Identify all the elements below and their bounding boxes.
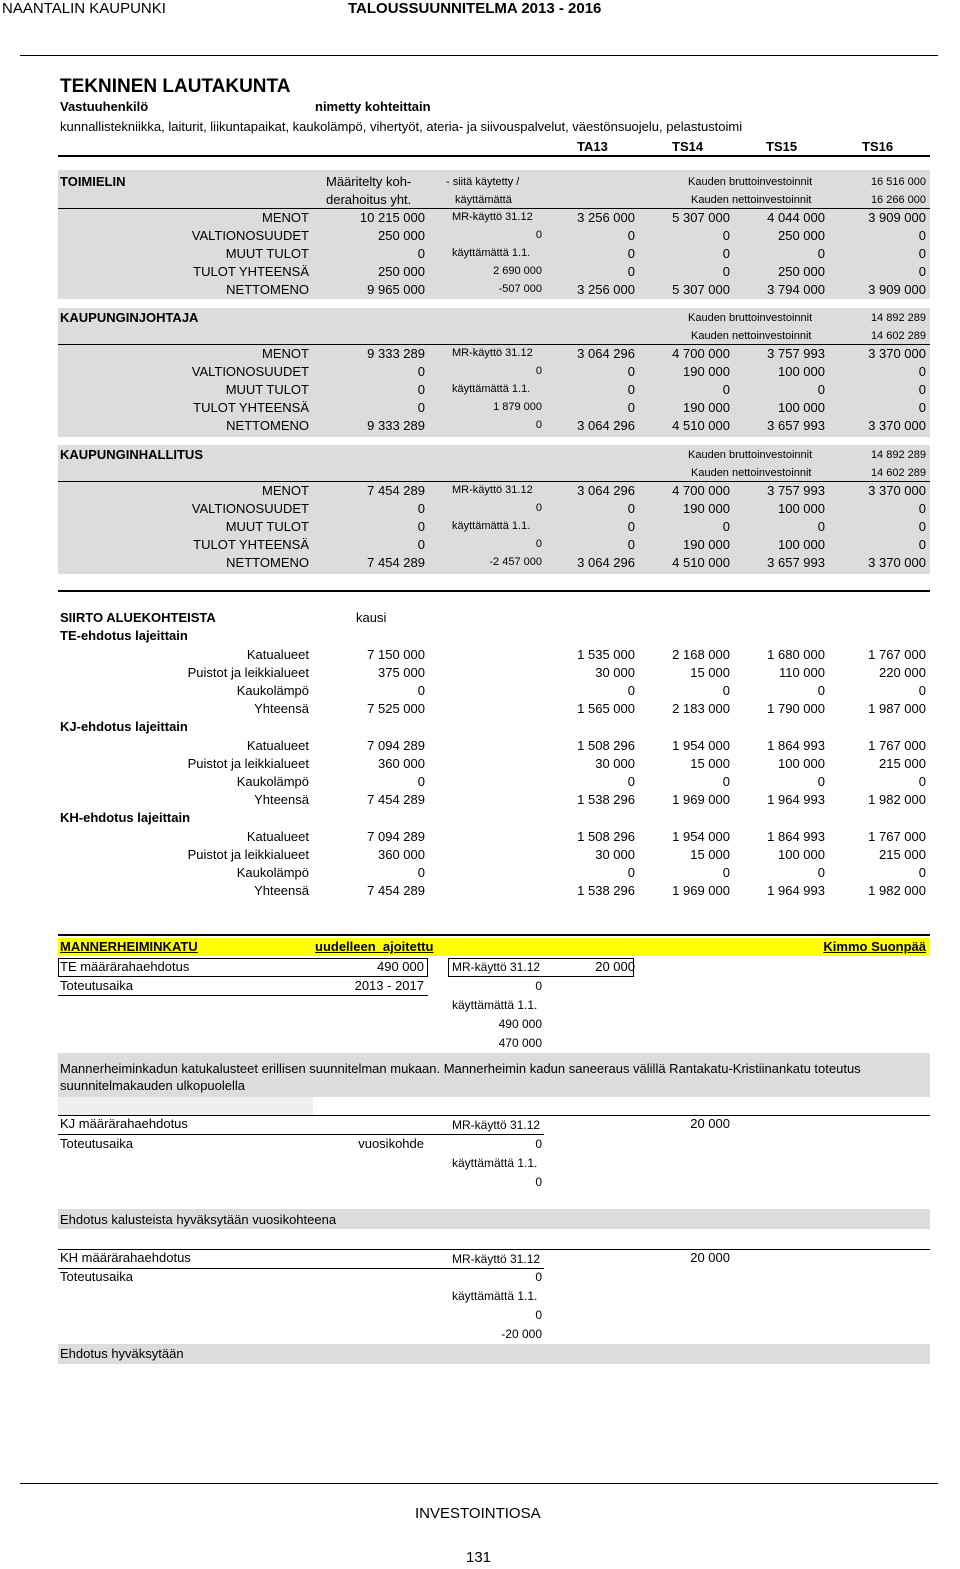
row-value: 5 307 000 (672, 210, 730, 225)
row-value: 4 044 000 (767, 210, 825, 225)
siirto-group-title: KH-ehdotus lajeittain (60, 810, 191, 825)
row-value: 0 (627, 228, 635, 243)
siirto-row-value: 1 954 000 (672, 738, 730, 753)
row-value: 5 307 000 (672, 282, 730, 297)
siirto-row-total: 7 150 000 (367, 647, 425, 662)
siirto-row-value: 1 535 000 (577, 647, 635, 662)
row-value: 3 370 000 (868, 346, 926, 361)
siirto-row-value: 1 954 000 (672, 829, 730, 844)
footer-page-number: 131 (466, 1549, 492, 1566)
te-col-3: 470 000 (498, 1036, 542, 1050)
siirto-row-value: 0 (918, 865, 926, 880)
row-total: 0 (417, 537, 425, 552)
unit-head-b1: - siitä käytetty / (446, 176, 520, 188)
siirto-row-value: 1 538 296 (577, 883, 635, 898)
siirto-row-value: 0 (817, 865, 825, 880)
kh-mr-label: MR-käyttö 31.12 (452, 1252, 541, 1266)
unit-head-rule (58, 481, 930, 482)
siirto-row-value: 0 (722, 774, 730, 789)
siirto-row-value: 30 000 (595, 756, 635, 771)
row-label: NETTOMENO (226, 555, 309, 570)
kh-col-3: -20 000 (501, 1327, 542, 1341)
row-note: käyttämättä 1.1. (452, 247, 531, 259)
kj-mid-rule (58, 1134, 544, 1135)
siirto-row-value: 1 767 000 (868, 647, 926, 662)
row-label: TULOT YHTEENSÄ (193, 537, 309, 552)
siirto-row-value: 1 767 000 (868, 738, 926, 753)
row-label: TULOT YHTEENSÄ (193, 400, 309, 415)
row-value: 0 (627, 519, 635, 534)
row-value: 3 657 993 (767, 555, 825, 570)
row-value: 0 (722, 519, 730, 534)
kj-col-0: 0 (535, 1137, 542, 1151)
row-value: 100 000 (778, 400, 825, 415)
siirto-row-value: 0 (627, 683, 635, 698)
budget-bottom-rule (58, 590, 930, 592)
row-value: 0 (918, 519, 926, 534)
row-value: 3 657 993 (767, 418, 825, 433)
siirto-row-label: Katualueet (246, 829, 309, 844)
unit-head-b2: käyttämättä (455, 194, 512, 206)
scope-text: kunnallistekniikka, laiturit, liikuntapaikat, kaukolämpö, vihertyöt, ateria- ja siivouspalvelut, väestönsuojelu, pelastustoimi (60, 119, 743, 134)
description-tail-strip (58, 1097, 313, 1115)
project-top-rule (58, 934, 930, 936)
row-value: 190 000 (683, 537, 730, 552)
siirto-title: SIIRTO ALUEKOHTEISTA (60, 610, 216, 625)
siirto-row-value: 30 000 (595, 847, 635, 862)
col-header-ts14: TS14 (672, 139, 704, 154)
row-value: 3 064 296 (577, 346, 635, 361)
row-value: 100 000 (778, 364, 825, 379)
siirto-row-value: 1 508 296 (577, 829, 635, 844)
siirto-row-label: Puistot ja leikkialueet (187, 665, 309, 680)
row-note: 0 (535, 502, 542, 514)
kj-col-2: 0 (535, 1175, 542, 1189)
gross-investments-label: Kauden bruttoinvestoinnit (688, 312, 813, 324)
te-mr-label: MR-käyttö 31.12 (452, 960, 541, 974)
row-value: 0 (817, 519, 825, 534)
siirto-row-label: Yhteensä (254, 792, 309, 807)
kj-mr-label: MR-käyttö 31.12 (452, 1118, 541, 1132)
te-col-0: 0 (535, 979, 542, 993)
gross-investments-value: 16 516 000 (870, 176, 926, 188)
row-total: 0 (417, 400, 425, 415)
siirto-row-value: 2 183 000 (672, 701, 730, 716)
siirto-row-value: 30 000 (595, 665, 635, 680)
row-total: 7 454 289 (367, 555, 425, 570)
siirto-row-total: 0 (417, 774, 425, 789)
row-value: 0 (627, 537, 635, 552)
footer-rule (20, 1483, 938, 1484)
kj-note: Ehdotus kalusteista hyväksytään vuosikohteena (60, 1212, 337, 1227)
siirto-row-total: 360 000 (378, 847, 425, 862)
te-label: TE määrärahaehdotus (60, 959, 190, 974)
row-label: MENOT (262, 483, 309, 498)
siirto-row-label: Puistot ja leikkialueet (187, 847, 309, 862)
row-note: 1 879 000 (493, 401, 542, 413)
net-investments-label: Kauden nettoinvestoinnit (691, 467, 812, 479)
row-value: 0 (627, 264, 635, 279)
row-total: 10 215 000 (359, 210, 425, 225)
row-value: 4 700 000 (672, 346, 730, 361)
net-investments-value: 14 602 289 (870, 467, 926, 479)
row-label: MENOT (262, 346, 309, 361)
siirto-row-total: 7 525 000 (367, 701, 425, 716)
siirto-row-value: 1 538 296 (577, 792, 635, 807)
row-value: 0 (918, 246, 926, 261)
row-total: 0 (417, 519, 425, 534)
row-value: 3 256 000 (577, 282, 635, 297)
row-label: MUUT TULOT (225, 519, 309, 534)
gross-investments-value: 14 892 289 (870, 312, 926, 324)
row-value: 3 370 000 (868, 483, 926, 498)
te-col-1: käyttämättä 1.1. (452, 998, 538, 1012)
row-value: 250 000 (778, 264, 825, 279)
unit-head-a2: derahoitus yht. (326, 192, 412, 207)
siirto-row-value: 0 (817, 774, 825, 789)
responsible-value: nimetty kohteittain (315, 99, 431, 114)
row-value: 100 000 (778, 537, 825, 552)
siirto-row-label: Yhteensä (254, 701, 309, 716)
row-value: 3 064 296 (577, 483, 635, 498)
siirto-row-value: 1 680 000 (767, 647, 825, 662)
siirto-row-value: 0 (817, 683, 825, 698)
row-note: -2 457 000 (489, 556, 542, 568)
siirto-row-value: 0 (722, 683, 730, 698)
kh-note-band (58, 1344, 930, 1364)
row-label: VALTIONOSUUDET (191, 228, 309, 243)
kh-col-0: 0 (535, 1270, 542, 1284)
row-label: NETTOMENO (226, 282, 309, 297)
row-value: 0 (627, 400, 635, 415)
siirto-row-value: 0 (627, 774, 635, 789)
row-value: 0 (918, 400, 926, 415)
siirto-row-value: 1 565 000 (577, 701, 635, 716)
kj-time-value: vuosikohde (358, 1136, 424, 1151)
row-total: 9 333 289 (367, 346, 425, 361)
siirto-row-value: 220 000 (879, 665, 926, 680)
row-value: 4 510 000 (672, 555, 730, 570)
row-label: MENOT (262, 210, 309, 225)
row-value: 4 700 000 (672, 483, 730, 498)
row-value: 3 370 000 (868, 418, 926, 433)
siirto-row-value: 0 (627, 865, 635, 880)
row-value: 3 757 993 (767, 483, 825, 498)
siirto-row-label: Puistot ja leikkialueet (187, 756, 309, 771)
kj-col-1: käyttämättä 1.1. (452, 1156, 538, 1170)
row-label: MUUT TULOT (225, 382, 309, 397)
kh-label: KH määrärahaehdotus (60, 1250, 191, 1265)
responsible-label: Vastuuhenkilö (60, 99, 149, 114)
row-total: 250 000 (378, 228, 425, 243)
siirto-row-total: 0 (417, 683, 425, 698)
row-value: 3 064 296 (577, 418, 635, 433)
kh-col-1: käyttämättä 1.1. (452, 1289, 538, 1303)
kj-mr-value: 20 000 (690, 1116, 730, 1131)
unit-name: TOIMIELIN (60, 174, 126, 189)
siirto-row-value: 215 000 (879, 756, 926, 771)
net-investments-label: Kauden nettoinvestoinnit (691, 330, 812, 342)
col-header-rule (58, 155, 930, 157)
row-note: 0 (535, 419, 542, 431)
siirto-row-value: 0 (918, 774, 926, 789)
row-value: 4 510 000 (672, 418, 730, 433)
siirto-row-value: 1 969 000 (672, 883, 730, 898)
siirto-row-value: 1 508 296 (577, 738, 635, 753)
row-value: 190 000 (683, 501, 730, 516)
siirto-row-value: 15 000 (690, 847, 730, 862)
net-investments-value: 14 602 289 (870, 330, 926, 342)
unit-head-rule (58, 344, 930, 345)
header-rule (20, 55, 938, 56)
siirto-row-total: 7 094 289 (367, 738, 425, 753)
row-total: 0 (417, 382, 425, 397)
row-value: 250 000 (778, 228, 825, 243)
row-total: 7 454 289 (367, 483, 425, 498)
row-note: 0 (535, 538, 542, 550)
col-header-ta13: TA13 (577, 139, 608, 154)
te-amount: 490 000 (377, 959, 424, 974)
siirto-row-value: 1 969 000 (672, 792, 730, 807)
row-value: 0 (918, 382, 926, 397)
te-mr-value: 20 000 (595, 959, 635, 974)
row-value: 0 (722, 246, 730, 261)
row-value: 0 (722, 264, 730, 279)
row-value: 190 000 (683, 400, 730, 415)
row-value: 3 909 000 (868, 210, 926, 225)
row-label: VALTIONOSUUDET (191, 364, 309, 379)
project-status: uudelleen ajoitettu (315, 939, 434, 954)
row-value: 190 000 (683, 364, 730, 379)
siirto-row-value: 0 (918, 683, 926, 698)
gross-investments-value: 14 892 289 (870, 449, 926, 461)
row-value: 3 256 000 (577, 210, 635, 225)
siirto-row-label: Kaukolämpö (236, 774, 309, 789)
footer-section: INVESTOINTIOSA (415, 1505, 541, 1522)
row-value: 0 (722, 382, 730, 397)
unit-head-a1: Määritelty koh- (326, 174, 412, 189)
row-value: 3 064 296 (577, 555, 635, 570)
kj-time-label: Toteutusaika (60, 1136, 133, 1151)
row-note: MR-käyttö 31.12 (452, 347, 533, 359)
siirto-row-value: 100 000 (778, 847, 825, 862)
row-total: 9 333 289 (367, 418, 425, 433)
te-time-label: Toteutusaika (60, 978, 133, 993)
row-value: 0 (817, 382, 825, 397)
page-title: TEKNINEN LAUTAKUNTA (60, 76, 291, 97)
row-value: 3 794 000 (767, 282, 825, 297)
kh-mr-value: 20 000 (690, 1250, 730, 1265)
row-value: 0 (817, 246, 825, 261)
siirto-group-title: TE-ehdotus lajeittain (60, 628, 188, 643)
siirto-row-value: 110 000 (778, 665, 825, 680)
row-total: 0 (417, 246, 425, 261)
siirto-row-total: 375 000 (378, 665, 425, 680)
siirto-row-label: Kaukolämpö (236, 683, 309, 698)
row-value: 100 000 (778, 501, 825, 516)
header-municipality: NAANTALIN KAUPUNKI (2, 0, 166, 17)
kj-label: KJ määrärahaehdotus (60, 1116, 188, 1131)
row-total: 0 (417, 501, 425, 516)
row-value: 0 (918, 537, 926, 552)
col-header-ts16: TS16 (862, 139, 894, 154)
siirto-row-total: 0 (417, 865, 425, 880)
siirto-row-value: 0 (722, 865, 730, 880)
unit-name: KAUPUNGINJOHTAJA (60, 310, 199, 325)
unit-name: KAUPUNGINHALLITUS (60, 447, 203, 462)
siirto-row-total: 7 094 289 (367, 829, 425, 844)
siirto-row-value: 2 168 000 (672, 647, 730, 662)
row-value: 3 757 993 (767, 346, 825, 361)
row-value: 0 (627, 364, 635, 379)
siirto-row-value: 15 000 (690, 665, 730, 680)
row-label: VALTIONOSUUDET (191, 501, 309, 516)
row-note: MR-käyttö 31.12 (452, 211, 533, 223)
siirto-group-title: KJ-ehdotus lajeittain (60, 719, 188, 734)
siirto-row-total: 360 000 (378, 756, 425, 771)
gross-investments-label: Kauden bruttoinvestoinnit (688, 449, 813, 461)
project-owner: Kimmo Suonpää (823, 939, 926, 954)
siirto-period-label: kausi (356, 610, 387, 625)
header-plan-title: TALOUSSUUNNITELMA 2013 - 2016 (348, 0, 602, 17)
project-description: Mannerheiminkadun katukalusteet erillisen suunnitelman mukaan. Mannerheimin kadun saneeraus välillä Rantakatu-Kristiinankatu toteutus suunnitelmakauden ulkopuolella (60, 1061, 861, 1093)
siirto-row-total: 7 454 289 (367, 883, 425, 898)
siirto-row-value: 1 864 993 (767, 829, 825, 844)
row-value: 3 370 000 (868, 555, 926, 570)
row-total: 9 965 000 (367, 282, 425, 297)
siirto-row-value: 1 864 993 (767, 738, 825, 753)
siirto-row-label: Kaukolämpö (236, 865, 309, 880)
project-name: MANNERHEIMINKATU (60, 939, 198, 954)
siirto-row-value: 1 982 000 (868, 883, 926, 898)
gross-investments-label: Kauden bruttoinvestoinnit (688, 176, 813, 188)
unit-head-rule (58, 208, 930, 209)
siirto-row-value: 15 000 (690, 756, 730, 771)
row-note: 2 690 000 (493, 265, 542, 277)
siirto-row-value: 1 964 993 (767, 883, 825, 898)
kh-time-label: Toteutusaika (60, 1269, 133, 1284)
row-note: 0 (535, 365, 542, 377)
te-time-rule (58, 995, 428, 996)
row-value: 0 (627, 382, 635, 397)
kj-top-rule (58, 1115, 930, 1116)
row-label: MUUT TULOT (225, 246, 309, 261)
row-value: 0 (918, 364, 926, 379)
siirto-row-value: 100 000 (778, 756, 825, 771)
row-label: TULOT YHTEENSÄ (193, 264, 309, 279)
te-col-2: 490 000 (498, 1017, 542, 1031)
row-value: 0 (918, 264, 926, 279)
row-value: 0 (918, 501, 926, 516)
siirto-row-value: 1 767 000 (868, 829, 926, 844)
row-value: 0 (918, 228, 926, 243)
row-note: käyttämättä 1.1. (452, 520, 531, 532)
col-header-ts15: TS15 (766, 139, 798, 154)
siirto-row-label: Yhteensä (254, 883, 309, 898)
row-value: 0 (627, 501, 635, 516)
siirto-row-label: Katualueet (246, 738, 309, 753)
row-note: 0 (535, 229, 542, 241)
net-investments-value: 16 266 000 (870, 194, 926, 206)
row-value: 3 909 000 (868, 282, 926, 297)
row-total: 0 (417, 364, 425, 379)
row-note: käyttämättä 1.1. (452, 383, 531, 395)
kh-note: Ehdotus hyväksytään (60, 1346, 184, 1361)
row-value: 0 (627, 246, 635, 261)
siirto-row-value: 1 987 000 (868, 701, 926, 716)
row-note: -507 000 (498, 283, 542, 295)
siirto-row-total: 7 454 289 (367, 792, 425, 807)
kh-col-2: 0 (535, 1308, 542, 1322)
row-total: 250 000 (378, 264, 425, 279)
siirto-row-label: Katualueet (246, 647, 309, 662)
siirto-row-value: 1 790 000 (767, 701, 825, 716)
te-time-value: 2013 - 2017 (354, 978, 424, 993)
siirto-row-value: 215 000 (879, 847, 926, 862)
row-label: NETTOMENO (226, 418, 309, 433)
net-investments-label: Kauden nettoinvestoinnit (691, 194, 812, 206)
siirto-row-value: 1 982 000 (868, 792, 926, 807)
siirto-row-value: 1 964 993 (767, 792, 825, 807)
row-note: MR-käyttö 31.12 (452, 484, 533, 496)
row-value: 0 (722, 228, 730, 243)
